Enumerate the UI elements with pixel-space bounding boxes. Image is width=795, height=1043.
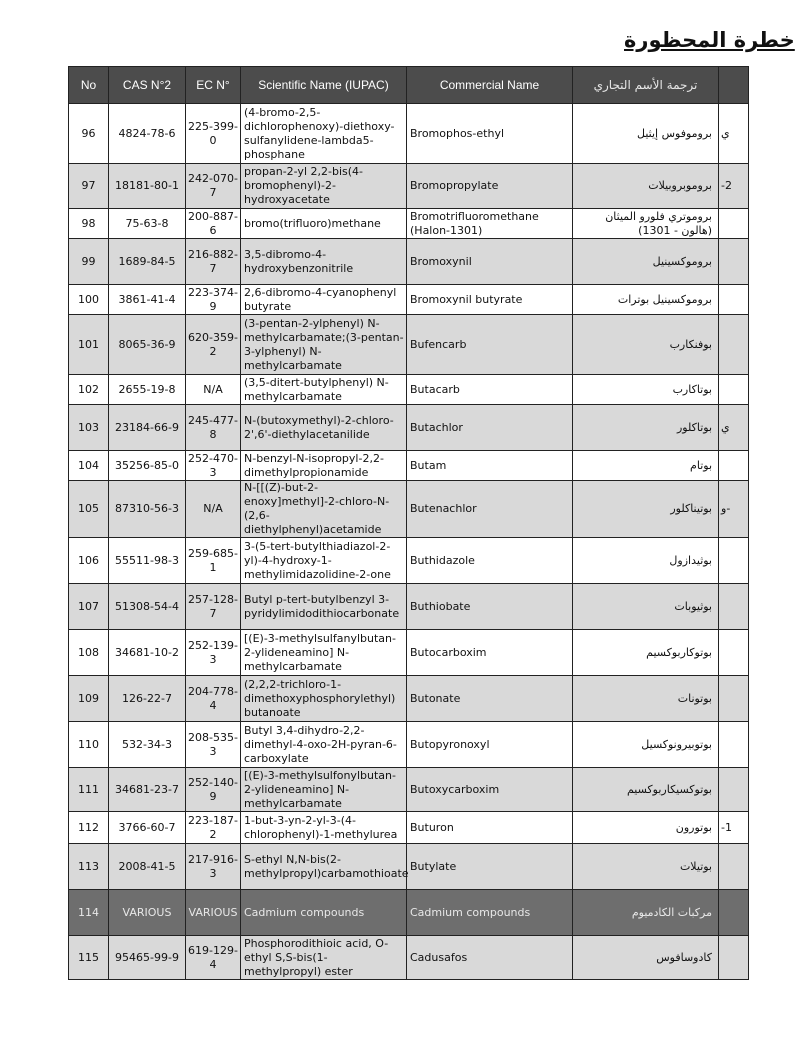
- cell-ec: 252-140-9: [186, 768, 241, 812]
- cell-arabic-name: بوتونات: [573, 676, 719, 722]
- header-no: No: [69, 67, 109, 104]
- cell-commercial-name: Bromopropylate: [407, 164, 573, 209]
- cell-scientific-name: 1-but-3-yn-2-yl-3-(4-chlorophenyl)-1-methylurea: [241, 812, 407, 844]
- cell-arabic-name: بوتوبيرونوكسيل: [573, 722, 719, 768]
- cell-arabic-name: بوتاكلور: [573, 405, 719, 451]
- header-commercial-name: Commercial Name: [407, 67, 573, 104]
- cell-scientific-name: S-ethyl N,N-bis(2-methylpropyl)carbamothioate: [241, 844, 407, 890]
- cell-cas: 1689-84-5: [109, 239, 186, 285]
- cell-arabic-name: بوثيوبات: [573, 584, 719, 630]
- cell-cas: 126-22-7: [109, 676, 186, 722]
- cell-commercial-name: Butylate: [407, 844, 573, 890]
- cell-scientific-name: [(E)-3-methylsulfanylbutan-2-ylideneamino] N-methylcarbamate: [241, 630, 407, 676]
- cell-commercial-name: Butenachlor: [407, 481, 573, 538]
- cell-no: 104: [69, 451, 109, 481]
- cell-cas: 23184-66-9: [109, 405, 186, 451]
- cell-ec: 252-470-3: [186, 451, 241, 481]
- cell-scientific-name: (4-bromo-2,5-dichlorophenoxy)-diethoxy-sulfanylidene-lambda5-phosphane: [241, 104, 407, 164]
- cell-extra: [719, 451, 749, 481]
- cell-commercial-name: Bromoxynil: [407, 239, 573, 285]
- cell-ec: N/A: [186, 375, 241, 405]
- cell-commercial-name: Buthidazole: [407, 538, 573, 584]
- cell-ec: VARIOUS: [186, 890, 241, 936]
- cell-ec: 252-139-3: [186, 630, 241, 676]
- cell-commercial-name: Butachlor: [407, 405, 573, 451]
- cell-ec: 217-916-3: [186, 844, 241, 890]
- cell-commercial-name: Butonate: [407, 676, 573, 722]
- cell-extra: -2: [719, 164, 749, 209]
- table-row: [69, 812, 749, 844]
- cell-scientific-name: Cadmium compounds: [241, 890, 407, 936]
- cell-extra: [719, 584, 749, 630]
- cell-arabic-name: بوفنكارب: [573, 315, 719, 375]
- table-row: [69, 890, 749, 936]
- cell-no: 113: [69, 844, 109, 890]
- cell-arabic-name: بروموكسينيل: [573, 239, 719, 285]
- cell-cas: 34681-10-2: [109, 630, 186, 676]
- cell-scientific-name: 2,6-dibromo-4-cyanophenyl butyrate: [241, 285, 407, 315]
- cell-ec: 225-399-0: [186, 104, 241, 164]
- cell-ec: 259-685-1: [186, 538, 241, 584]
- cell-cas: 51308-54-4: [109, 584, 186, 630]
- table-row: [69, 584, 749, 630]
- cell-no: 109: [69, 676, 109, 722]
- table-row: [69, 936, 749, 980]
- cell-cas: 2008-41-5: [109, 844, 186, 890]
- cell-extra: [719, 844, 749, 890]
- cell-arabic-name: بوتورون: [573, 812, 719, 844]
- cell-no: 111: [69, 768, 109, 812]
- cell-cas: 35256-85-0: [109, 451, 186, 481]
- table-row: [69, 722, 749, 768]
- cell-arabic-name: بروموبروبيلات: [573, 164, 719, 209]
- cell-cas: 87310-56-3: [109, 481, 186, 538]
- cell-commercial-name: Bromophos-ethyl: [407, 104, 573, 164]
- table-row: [69, 844, 749, 890]
- cell-no: 115: [69, 936, 109, 980]
- cell-commercial-name: Bromoxynil butyrate: [407, 285, 573, 315]
- header-ec: EC N°: [186, 67, 241, 104]
- table-row: [69, 481, 749, 538]
- cell-commercial-name: Butam: [407, 451, 573, 481]
- cell-cas: 18181-80-1: [109, 164, 186, 209]
- cell-no: 108: [69, 630, 109, 676]
- cell-arabic-name: بوتيلات: [573, 844, 719, 890]
- cell-no: 112: [69, 812, 109, 844]
- cell-ec: 245-477-8: [186, 405, 241, 451]
- cell-extra: ي: [719, 104, 749, 164]
- table-row: [69, 209, 749, 239]
- cell-scientific-name: (2,2,2-trichloro-1-dimethoxyphosphorylethyl) butanoate: [241, 676, 407, 722]
- cell-cas: 4824-78-6: [109, 104, 186, 164]
- cell-no: 110: [69, 722, 109, 768]
- cell-extra: [719, 890, 749, 936]
- cell-ec: 223-374-9: [186, 285, 241, 315]
- cell-ec: 208-535-3: [186, 722, 241, 768]
- cell-no: 98: [69, 209, 109, 239]
- cell-extra: [719, 239, 749, 285]
- cell-extra: [719, 209, 749, 239]
- cell-no: 106: [69, 538, 109, 584]
- cell-extra: [719, 768, 749, 812]
- cell-cas: 532-34-3: [109, 722, 186, 768]
- cell-extra: [719, 538, 749, 584]
- cell-ec: 242-070-7: [186, 164, 241, 209]
- cell-ec: N/A: [186, 481, 241, 538]
- cell-commercial-name: Cadmium compounds: [407, 890, 573, 936]
- cell-scientific-name: N-benzyl-N-isopropyl-2,2-dimethylpropionamide: [241, 451, 407, 481]
- header-arabic-name: ترجمة الأسم التجاري: [573, 67, 719, 104]
- cell-arabic-name: بروموكسينيل بوترات: [573, 285, 719, 315]
- cell-commercial-name: Bufencarb: [407, 315, 573, 375]
- cell-cas: 95465-99-9: [109, 936, 186, 980]
- cell-arabic-name: مركبات الكادميوم: [573, 890, 719, 936]
- cell-no: 102: [69, 375, 109, 405]
- table-row: [69, 630, 749, 676]
- cell-scientific-name: (3-pentan-2-ylphenyl) N-methylcarbamate;(3-pentan-3-ylphenyl) N-methylcarbamate: [241, 315, 407, 375]
- cell-no: 107: [69, 584, 109, 630]
- cell-cas: 3766-60-7: [109, 812, 186, 844]
- cell-scientific-name: N-(butoxymethyl)-2-chloro-2',6'-diethylacetanilide: [241, 405, 407, 451]
- table-row: [69, 768, 749, 812]
- cell-extra: [719, 676, 749, 722]
- table-row: [69, 104, 749, 164]
- cell-no: 105: [69, 481, 109, 538]
- cell-scientific-name: N-[[(Z)-but-2-enoxy]methyl]-2-chloro-N-(2,6-diethylphenyl)acetamide: [241, 481, 407, 538]
- cell-commercial-name: Buthiobate: [407, 584, 573, 630]
- table-row: [69, 676, 749, 722]
- table-row: [69, 239, 749, 285]
- cell-cas: VARIOUS: [109, 890, 186, 936]
- cell-arabic-name: بوتوكسيكاربوكسيم: [573, 768, 719, 812]
- cell-cas: 75-63-8: [109, 209, 186, 239]
- banned-substances-table-container: [68, 66, 748, 980]
- table-header-row: [69, 67, 749, 104]
- cell-scientific-name: propan-2-yl 2,2-bis(4-bromophenyl)-2-hydroxyacetate: [241, 164, 407, 209]
- cell-scientific-name: 3,5-dibromo-4-hydroxybenzonitrile: [241, 239, 407, 285]
- cell-extra: ي: [719, 405, 749, 451]
- table-row: [69, 538, 749, 584]
- cell-ec: 223-187-2: [186, 812, 241, 844]
- cell-extra: [719, 285, 749, 315]
- cell-commercial-name: Bromotrifluoromethane (Halon-1301): [407, 209, 573, 239]
- cell-commercial-name: Butocarboxim: [407, 630, 573, 676]
- cell-arabic-name: كادوسافوس: [573, 936, 719, 980]
- cell-no: 96: [69, 104, 109, 164]
- table-row: [69, 315, 749, 375]
- cell-scientific-name: Butyl 3,4-dihydro-2,2-dimethyl-4-oxo-2H-pyran-6-carboxylate: [241, 722, 407, 768]
- cell-commercial-name: Butacarb: [407, 375, 573, 405]
- table-body: [69, 104, 749, 980]
- cell-ec: 204-778-4: [186, 676, 241, 722]
- cell-no: 114: [69, 890, 109, 936]
- header-scientific-name: Scientific Name (IUPAC): [241, 67, 407, 104]
- cell-no: 101: [69, 315, 109, 375]
- cell-extra: [719, 936, 749, 980]
- cell-ec: 619-129-4: [186, 936, 241, 980]
- cell-ec: 216-882-7: [186, 239, 241, 285]
- header-cas: CAS N°2: [109, 67, 186, 104]
- cell-no: 103: [69, 405, 109, 451]
- cell-cas: 8065-36-9: [109, 315, 186, 375]
- cell-arabic-name: بوتام: [573, 451, 719, 481]
- cell-scientific-name: (3,5-ditert-butylphenyl) N-methylcarbamate: [241, 375, 407, 405]
- cell-scientific-name: 3-(5-tert-butylthiadiazol-2-yl)-4-hydroxy-1-methylimidazolidine-2-one: [241, 538, 407, 584]
- cell-ec: 257-128-7: [186, 584, 241, 630]
- cell-arabic-name: بوتوكاربوكسيم: [573, 630, 719, 676]
- cell-scientific-name: Butyl p-tert-butylbenzyl 3-pyridylimidodithiocarbonate: [241, 584, 407, 630]
- cell-cas: 3861-41-4: [109, 285, 186, 315]
- cell-no: 97: [69, 164, 109, 209]
- cell-cas: 34681-23-7: [109, 768, 186, 812]
- cell-extra: [719, 722, 749, 768]
- cell-scientific-name: bromo(trifluoro)methane: [241, 209, 407, 239]
- cell-arabic-name: بوثيدازول: [573, 538, 719, 584]
- cell-extra: [719, 315, 749, 375]
- cell-arabic-name: بوتاكارب: [573, 375, 719, 405]
- cell-commercial-name: Buturon: [407, 812, 573, 844]
- table-row: [69, 375, 749, 405]
- cell-cas: 55511-98-3: [109, 538, 186, 584]
- cell-commercial-name: Butopyronoxyl: [407, 722, 573, 768]
- cell-no: 100: [69, 285, 109, 315]
- header-extra: [719, 67, 749, 104]
- cell-commercial-name: Butoxycarboxim: [407, 768, 573, 812]
- cell-arabic-name: بوتيناكلور: [573, 481, 719, 538]
- table-row: [69, 451, 749, 481]
- cell-ec: 200-887-6: [186, 209, 241, 239]
- cell-ec: 620-359-2: [186, 315, 241, 375]
- cell-commercial-name: Cadusafos: [407, 936, 573, 980]
- banned-substances-table: [68, 66, 749, 980]
- page-title: خطرة المحظورة: [624, 28, 795, 52]
- table-row: [69, 164, 749, 209]
- cell-no: 99: [69, 239, 109, 285]
- cell-scientific-name: [(E)-3-methylsulfonylbutan-2-ylideneamino] N-methylcarbamate: [241, 768, 407, 812]
- cell-arabic-name: بروموتري فلورو الميثان (هالون - 1301): [573, 209, 719, 239]
- table-row: [69, 285, 749, 315]
- cell-arabic-name: بروموفوس إيثيل: [573, 104, 719, 164]
- cell-extra: -1: [719, 812, 749, 844]
- cell-scientific-name: Phosphorodithioic acid, O-ethyl S,S-bis(1-methylpropyl) ester: [241, 936, 407, 980]
- cell-extra: [719, 375, 749, 405]
- cell-extra: و-: [719, 481, 749, 538]
- table-row: [69, 405, 749, 451]
- cell-cas: 2655-19-8: [109, 375, 186, 405]
- cell-extra: [719, 630, 749, 676]
